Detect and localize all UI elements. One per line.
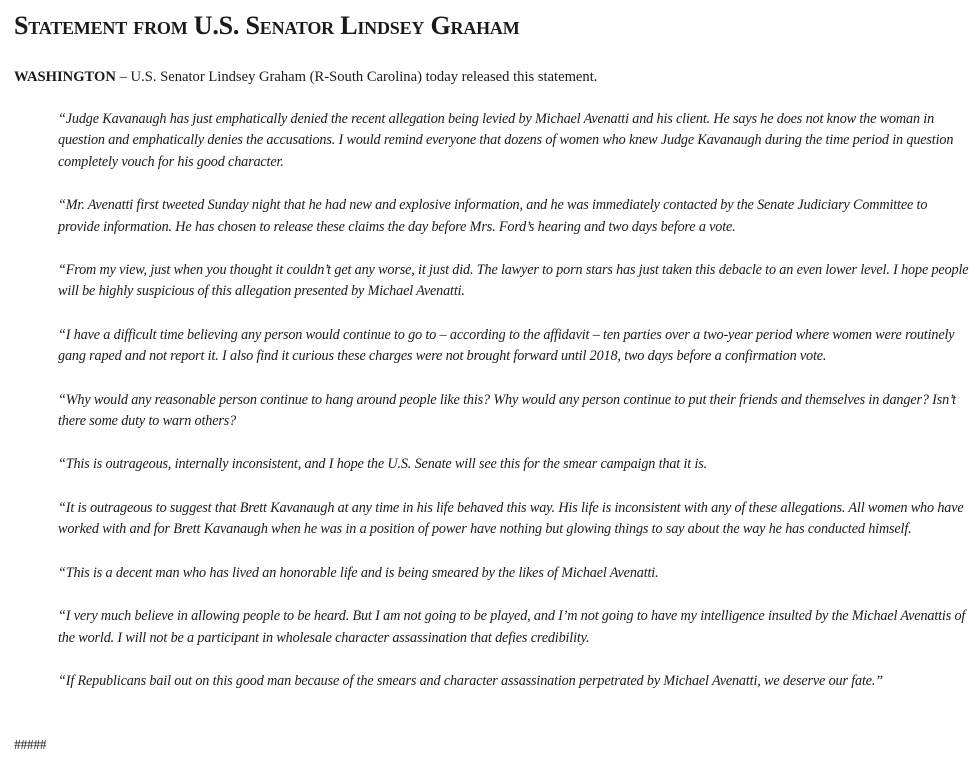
page-title: Statement from U.S. Senator Lindsey Graham [14,11,520,40]
quote-paragraph: “This is a decent man who has lived an honorable life and is being smeared by the likes of Michael Avenatti. [58,564,659,581]
dateline: WASHINGTON [14,69,116,85]
quote-paragraph: “I very much believe in allowing people to be heard. But I am not going to be played, and I’m not going to have my intelligence insulted by the Michael Avenattis of the world. I will not be a participant in wholesale character assassination that defies credibility. [58,608,966,646]
quote-paragraph: “This is outrageous, internally inconsistent, and I hope the U.S. Senate will see this for the smear campaign that it is. [58,456,708,473]
quote-paragraph: “It is outrageous to suggest that Brett Kavanaugh at any time in his life behaved this way. His life is inconsistent with any of these allegations. All women who have worked with and for Brett Kavanaugh when he was in a position of power have nothing but glowing things to say about the way he has conducted himself. [58,499,964,538]
statement-quotes [58,109,972,714]
quote-paragraph: “If Republicans bail out on this good man because of the smears and character assassination perpetrated by Michael Avenatti, we deserve our fate.” [58,672,884,689]
quote-paragraph: “Mr. Avenatti first tweeted Sunday night that he had new and explosive information, and he was immediately contacted by the Senate Judiciary Committee to provide information. He has chosen to release these claims the day before Mrs. Ford’s hearing and two days before a vote. [58,197,928,235]
quote-paragraph: “I have a difficult time believing any person would continue to go to – according to the affidavit – ten parties over a two-year period where women were routinely gang raped and not report it. I also find it curious these charges were not brought forward until 2018, two days before a confirmation vote. [58,326,955,365]
quote-paragraph: “Judge Kavanaugh has just emphatically denied the recent allegation being levied by Michael Avenatti and his client. He says he does not know the woman in question and emphatically denies the accusations. I would remind everyone that dozens of women who knew Judge Kavanaugh during the time period in question completely vouch for his good character. [58,111,954,170]
intro-text: – U.S. Senator Lindsey Graham (R-South Carolina) today released this statement. [115,69,598,85]
quote-paragraph: “From my view, just when you thought it couldn’t get any worse, it just did. The lawyer to porn stars has just taken this debacle to an even lower level. I hope people will be highly suspicious of this allegation presented by Michael Avenatti. [58,262,969,300]
end-mark: ##### [14,737,47,752]
quote-paragraph: “Why would any reasonable person continue to hang around people like this? Why would any person continue to put their friends and themselves in danger? Isn’t there some duty to warn others? [58,391,956,430]
intro-paragraph [14,67,597,87]
